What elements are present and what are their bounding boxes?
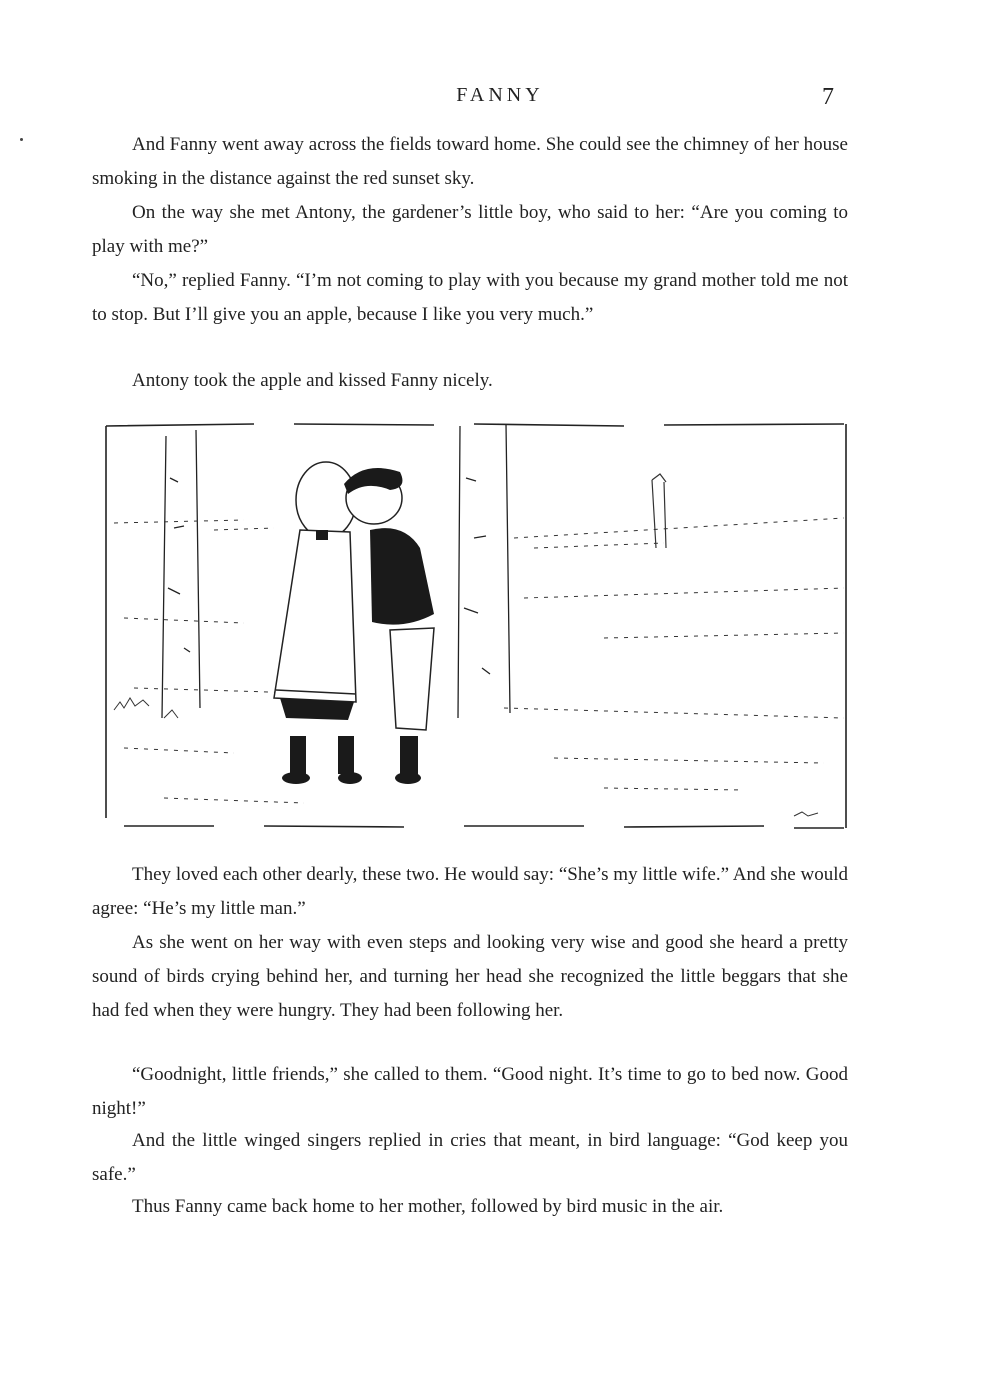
stray-ink-mark bbox=[20, 138, 23, 141]
paragraph-5: They loved each other dearly, these two. He would say: “She’s my little wife.” And she would agree: “He’s my little man.” bbox=[92, 864, 848, 919]
illustration-drawing bbox=[104, 418, 850, 830]
running-title: FANNY bbox=[456, 84, 544, 106]
paragraph-9: Thus Fanny came back home to her mother, followed by bird music in the air. bbox=[132, 1196, 724, 1217]
paragraph-8: And the little winged singers replied in cries that meant, in bird language: “God keep you safe.” bbox=[92, 1130, 848, 1185]
paragraph-6: As she went on her way with even steps and looking very wise and good she heard a pretty sound of birds crying behind her, and turning her head she recognized the little beggars that she had fed when they were hungry. They had been following her. bbox=[92, 932, 848, 1021]
paragraph-4: Antony took the apple and kissed Fanny nicely. bbox=[132, 370, 493, 391]
paragraph-3: “No,” replied Fanny. “I’m not coming to play with you because my grand mother told me not to stop. But I’ll give you an apple, because I like you very much.” bbox=[92, 270, 848, 325]
page-number: 7 bbox=[822, 84, 834, 110]
paragraph-7: “Goodnight, little friends,” she called to them. “Good night. It’s time to go to bed now. Good night!” bbox=[92, 1064, 848, 1119]
paragraph-1: And Fanny went away across the fields toward home. She could see the chimney of her house smoking in the distance against the red sunset sky. bbox=[92, 134, 848, 189]
kissing-children-illustration-icon bbox=[104, 418, 850, 830]
paragraph-2: On the way she met Antony, the gardener’s little boy, who said to her: “Are you coming to play with me?” bbox=[92, 202, 848, 257]
